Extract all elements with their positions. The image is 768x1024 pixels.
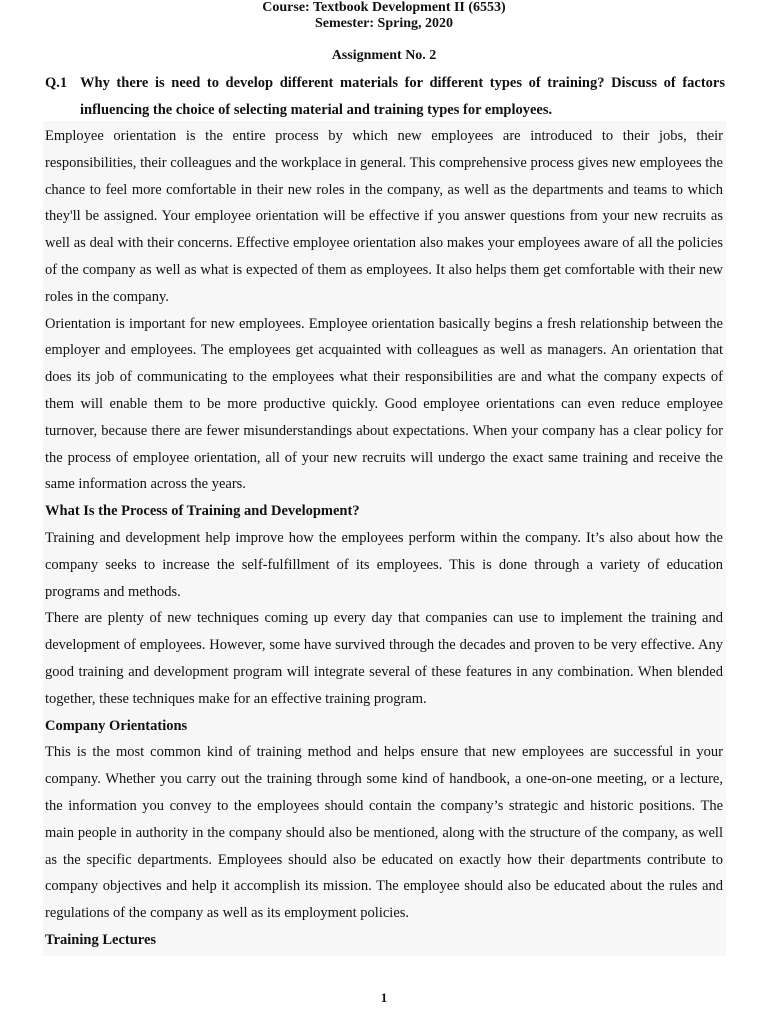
heading-company-orientations: Company Orientations [45, 717, 188, 734]
semester-header: Semester: Spring, 2020 [314, 16, 454, 31]
heading-training-lectures: Training Lectures [45, 931, 157, 948]
page-number: 1 [380, 990, 388, 1005]
question-text: Why there is need to develop different materials for different types of training? Discuss of factors influencing the choice of selecting material and training types for employees. [80, 75, 725, 118]
heading-training-process: What Is the Process of Training and Development? [45, 503, 360, 520]
question-label: Q.1 [45, 75, 68, 91]
assignment-title: Assignment No. 2 [331, 48, 437, 63]
paragraph-orientation-importance: Orientation is important for new employees. Employee orientation basically begins a fresh relationship between the employer and employees. The employees get acquainted with colleagues as well as managers. An orientation that does its job of communicating to the employees what their responsibilities are and what the company expects of them will enable them to be more productive quickly. Good employee orientations can even reduce employee turnover, because there are fewer misunderstandings about expectations. When your company has a clear policy for the process of employee orientation, all of your new recruits will undergo the exact same training and receive the same information across the years. [45, 315, 723, 493]
course-header: Course: Textbook Development II (6553) [262, 0, 506, 15]
paragraph-orientation-definition: Employee orientation is the entire process by which new employees are introduced to their jobs, their responsibilities, their colleagues and the workplace in general. This comprehensive process gives new employees the chance to feel more comfortable in their new roles in the company, as well as the departments and teams to which they'll be assigned. Your employee orientation will be effective if you answer questions from your new recruits as well as deal with their concerns. Effective employee orientation also makes your employees aware of all the policies of the company as well as what is expected of them as employees. It also helps them get comfortable with their new roles in the company. [45, 128, 723, 305]
paragraph-company-orientations: This is the most common kind of training method and helps ensure that new employees are successful in your company. Whether you carry out the training through some kind of handbook, a one-on-one meeting, or a lecture, the information you convey to the employees should contain the company’s strategic and historic positions. The main people in authority in the company should also be mentioned, along with the structure of the company, as well as the specific departments. Employees should also be educated on exactly how their departments contribute to company objectives and help it accomplish its mission. The employee should also be educated about the rules and regulations of the company as well as its employment policies. [45, 744, 723, 922]
paragraph-new-techniques: There are plenty of new techniques coming up every day that companies can use to implement the training and development of employees. However, some have survived through the decades and proven to be very effective. Any good training and development program will integrate several of these features in any combination. When blended together, these techniques make for an effective training program. [45, 610, 723, 707]
answer-body [45, 123, 723, 954]
question-block [45, 70, 725, 123]
paragraph-training-development: Training and development help improve how the employees perform within the company. It’s also about how the company seeks to increase the self-fulfillment of its employees. This is done through a variety of education programs and methods. [45, 529, 723, 600]
